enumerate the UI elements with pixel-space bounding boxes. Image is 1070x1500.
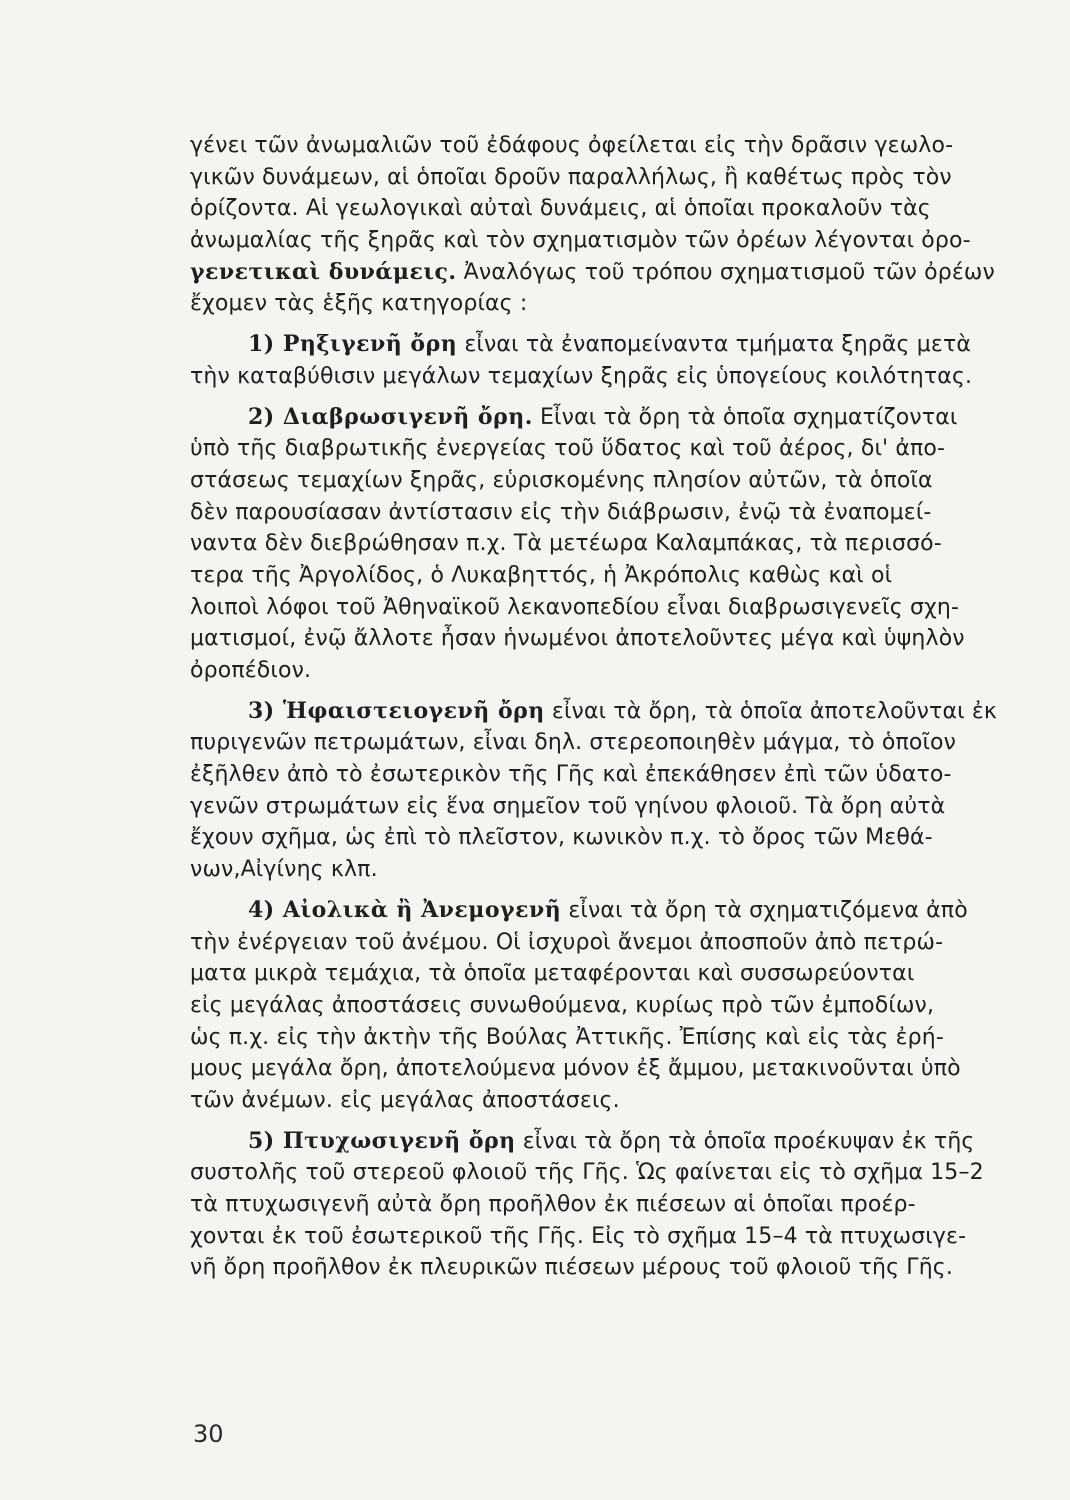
text-line: γικῶν δυνάμεων, αἱ ὁποῖαι δροῦν παραλλήλως, ἢ καθέτως πρὸς τὸν [190,164,952,190]
section-rift-mountains [190,329,1052,392]
text-line: ἐξῆλθεν ἀπὸ τὸ ἐσωτερικὸν τῆς Γῆς καὶ ἐπεκάθησεν ἐπὶ τῶν ὑδατο- [190,762,952,788]
text-line: ἔχομεν τὰς ἑξῆς κατηγορίας : [190,291,528,317]
section-heading: 1) Ρηξιγενῆ ὄρη [248,331,458,358]
text-line: γένει τῶν ἀνωμαλιῶν τοῦ ἐδάφους ὀφείλεται εἰς τὴν δρᾶσιν γεωλο- [190,133,954,158]
page-number: 30 [193,1420,224,1448]
body-text [190,130,1052,1284]
text-line: εἰς μεγάλας ἀποστάσεις συνωθούμενα, κυρίως πρὸ τῶν ἐμποδίων, [190,992,935,1018]
text-line: τὴν ἐνέργειαν τοῦ ἀνέμου. Οἱ ἰσχυροὶ ἄνεμοι ἀποσποῦν ἀπὸ πετρώ- [190,929,944,955]
text-line: ναντα δὲν διεβρώθησαν π.χ. Τὰ μετέωρα Καλαμπάκας, τὰ περισσό- [190,531,942,557]
text-line: συστολῆς τοῦ στερεοῦ φλοιοῦ τῆς Γῆς. Ὡς φαίνεται εἰς τὸ σχῆμα 15–2 [190,1160,984,1186]
section-first-line [190,696,1052,728]
text-run: εἶναι τὰ ἐναπομείναντα τμήματα ξηρᾶς μετὰ [457,332,972,358]
text-line: πυριγενῶν πετρωμάτων, εἶναι δηλ. στερεοποιηθὲν μάγμα, τὸ ὁποῖον [190,730,957,756]
text-line: τὰ πτυχωσιγενῆ αὐτὰ ὄρη προῆλθον ἐκ πιέσεων αἱ ὁποῖαι προέρ- [190,1192,916,1217]
text-line: δὲν παρουσίασαν ἀντίστασιν εἰς τὴν διάβρωσιν, ἐνῷ τὰ ἐναπομεί- [190,499,932,525]
text-line: ματισμοί, ἐνῷ ἄλλοτε ἦσαν ἡνωμένοι ἀποτελοῦντες μέγα καὶ ὑψηλὸν [190,626,965,652]
text-run: Ἀναλόγως τοῦ τρόπου σχηματισμοῦ τῶν ὀρέων [456,259,995,285]
intro-paragraph [190,130,1052,320]
text-line: νων,Αἰγίνης κλπ. [190,857,378,883]
text-line: ματα μικρὰ τεμάχια, τὰ ὁποῖα μεταφέρονται καὶ συσσωρεύονται [190,961,915,987]
text-line: τῶν ἀνέμων. εἰς μεγάλας ἀποστάσεις. [190,1087,620,1113]
text-line: γενῶν στρωμάτων εἰς ἕνα σημεῖον τοῦ γηίνου φλοιοῦ. Τὰ ὄρη αὐτὰ [190,793,946,819]
section-heading: 2) Διαβρωσιγενῆ ὄρη. [248,403,533,430]
term-bold: γενετικαὶ δυνάμεις. [190,258,457,285]
section-aeolian-mountains [190,895,1052,1117]
text-line: μους μεγάλα ὄρη, ἀποτελούμενα μόνον ἐξ ἄμμου, μετακινοῦνται ὑπὸ [190,1056,961,1082]
section-first-line [190,1126,1052,1158]
text-line: τερα τῆς Ἀργολίδος, ὁ Λυκαβηττός, ἡ Ἀκρόπολις καθὼς καὶ οἱ [190,562,893,588]
text-line: τὴν καταβύθισιν μεγάλων τεμαχίων ξηρᾶς εἰς ὑπογείους κοιλότητας. [190,363,973,389]
text-line: νῆ ὄρη προῆλθον ἐκ πλευρικῶν πιέσεων μέρους τοῦ φλοιοῦ τῆς Γῆς. [190,1255,954,1281]
section-fold-mountains [190,1126,1052,1284]
text-line: χονται ἐκ τοῦ ἐσωτερικοῦ τῆς Γῆς. Εἰς τὸ σχῆμα 15–4 τὰ πτυχωσιγε- [190,1223,967,1249]
text-line: ἔχουν σχῆμα, ὡς ἐπὶ τὸ πλεῖστον, κωνικὸν π.χ. τὸ ὄρος τῶν Μεθά- [190,825,933,851]
text-run: εἶναι τὰ ὄρη, τὰ ὁποῖα ἀποτελοῦνται ἐκ [544,698,997,724]
section-heading: 5) Πτυχωσιγενῆ ὄρη [248,1127,516,1154]
text-line: ὑπὸ τῆς διαβρωτικῆς ἐνεργείας τοῦ ὕδατος καὶ τοῦ ἀέρος, δι' ἀπο- [190,436,946,462]
text-run: Εἶναι τὰ ὄρη τὰ ὁποῖα σχηματίζονται [532,404,958,430]
section-heading: 3) Ἡφαιστειογενῆ ὄρη [248,697,545,724]
section-first-line [190,402,1052,434]
text-line: ὀροπέδιον. [190,658,312,683]
text-line: στάσεως τεμαχίων ξηρᾶς, εὑρισκομένης πλησίον αὐτῶν, τὰ ὁποῖα [190,467,933,493]
section-erosion-mountains [190,402,1052,687]
text-line [190,257,1052,289]
text-run: εἶναι τὰ ὄρη τὰ σχηματιζόμενα ἀπὸ [561,897,968,923]
text-line: ὡς π.χ. εἰς τὴν ἀκτὴν τῆς Βούλας Ἀττικῆς. Ἐπίσης καὶ εἰς τὰς ἐρή- [190,1024,944,1050]
section-first-line [190,329,1052,361]
text-line: ἀνωμαλίας τῆς ξηρᾶς καὶ τὸν σχηματισμὸν τῶν ὀρέων λέγονται ὀρο- [190,228,971,254]
text-run: εἶναι τὰ ὄρη τὰ ὁποῖα προέκυψαν ἐκ τῆς [515,1128,975,1154]
section-first-line [190,895,1052,927]
section-volcanic-mountains [190,696,1052,886]
text-line: ὁρίζοντα. Αἱ γεωλογικαὶ αὐταὶ δυνάμεις, αἱ ὁποῖαι προκαλοῦν τὰς [190,196,931,222]
text-line: λοιποὶ λόφοι τοῦ Ἀθηναϊκοῦ λεκανοπεδίου εἶναι διαβρωσιγενεῖς σχη- [190,594,960,620]
section-heading: 4) Αἰολικὰ ἢ Ἀνεμογενῆ [248,896,562,923]
